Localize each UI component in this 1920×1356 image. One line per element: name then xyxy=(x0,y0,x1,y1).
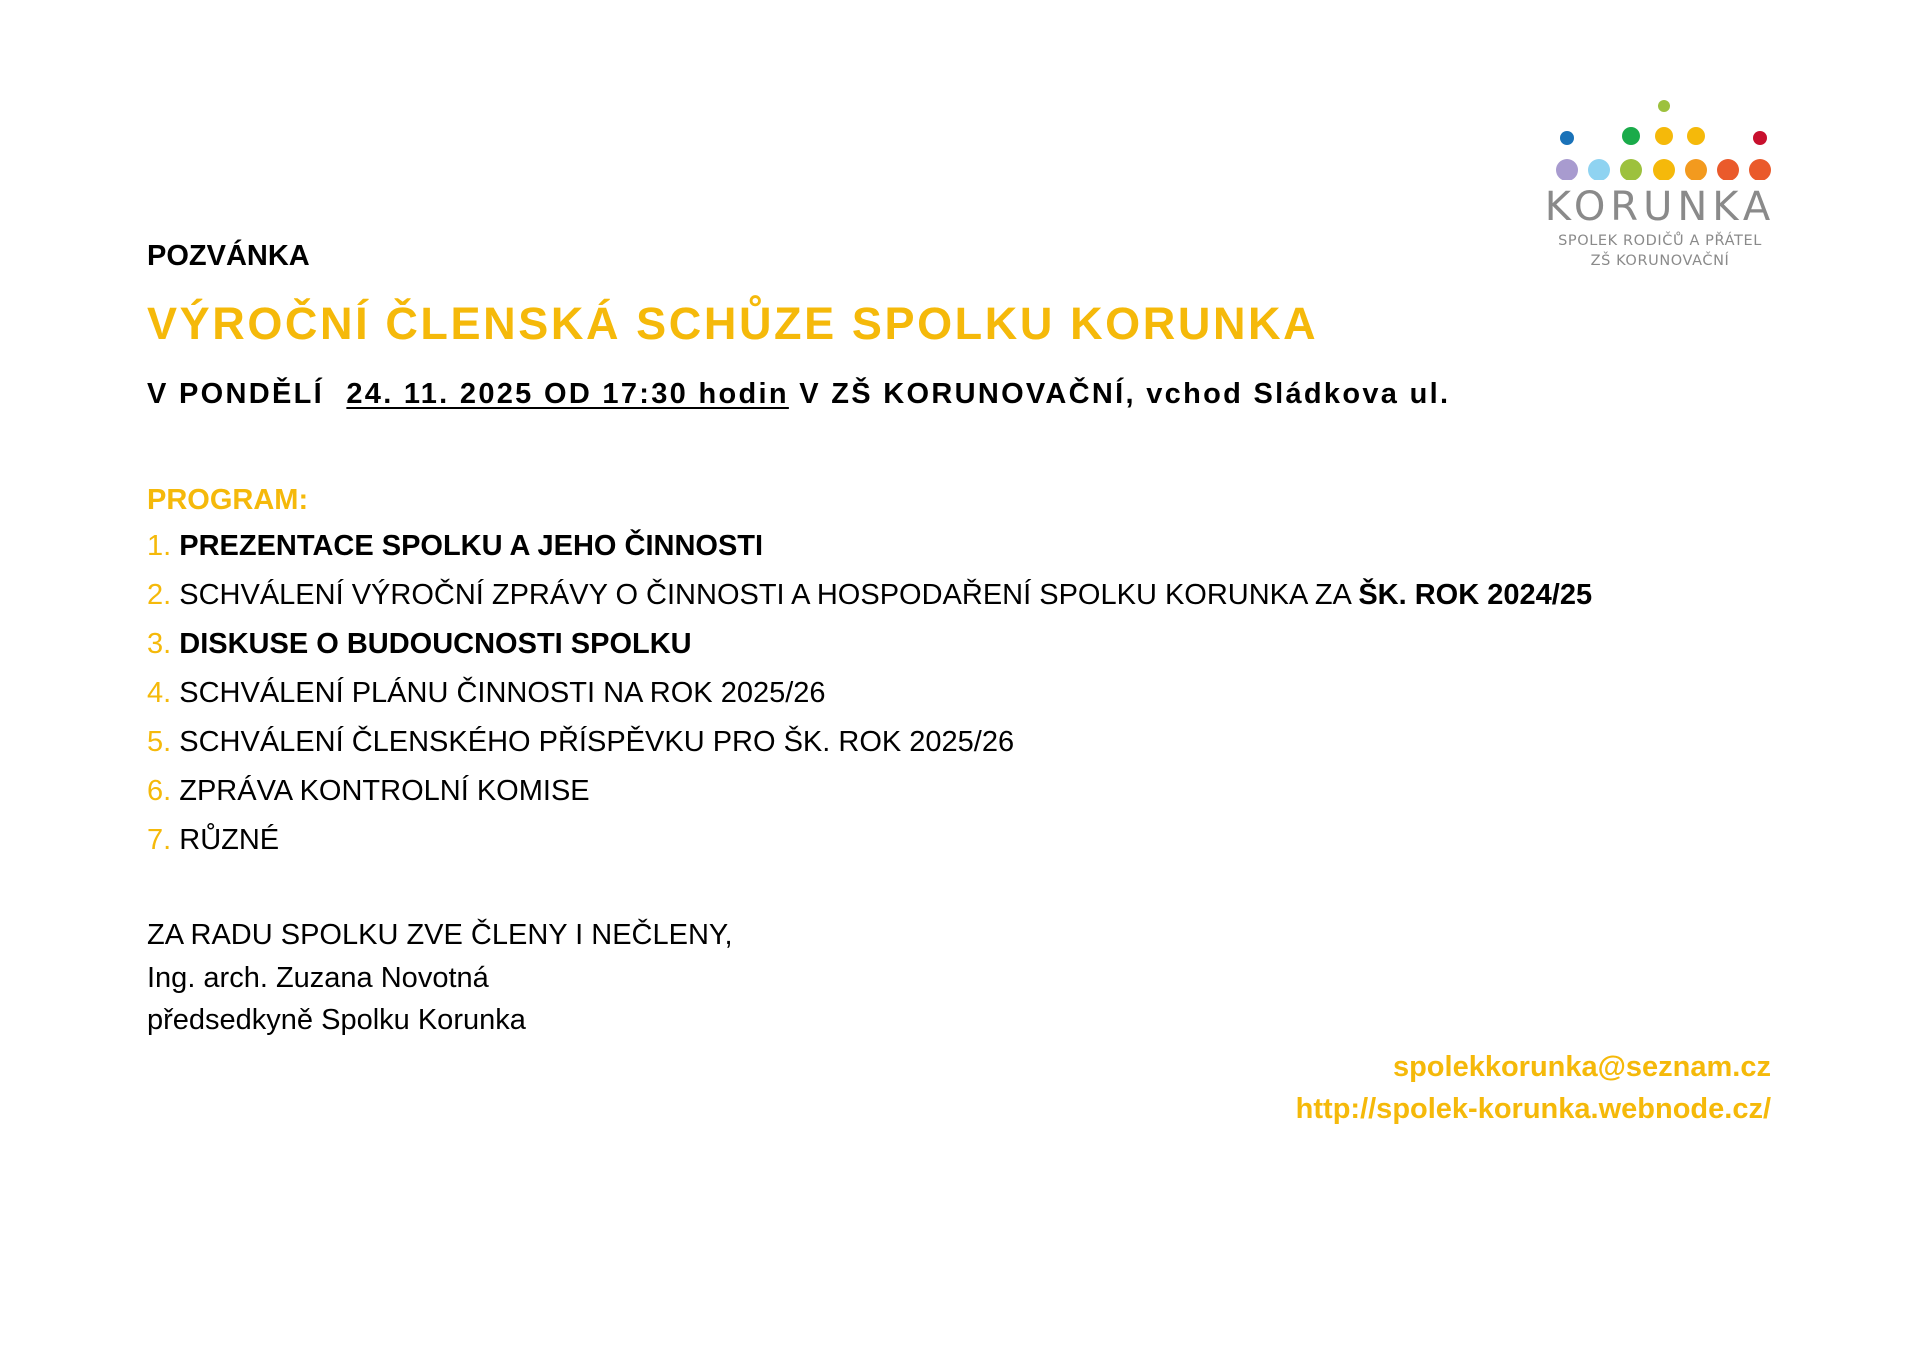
program-item-text: SCHVÁLENÍ VÝROČNÍ ZPRÁVY O ČINNOSTI A HOSPODAŘENÍ SPOLKU KORUNKA ZA xyxy=(179,579,1351,611)
program-item-number: 5. xyxy=(147,726,172,758)
program-item-text: SCHVÁLENÍ ČLENSKÉHO PŘÍSPĚVKU PRO ŠK. ROK 2025/26 xyxy=(179,726,1015,758)
meeting-date: 24. 11. 2025 OD 17:30 hodin xyxy=(346,378,789,410)
logo-dot xyxy=(1653,159,1675,180)
program-item-number: 2. xyxy=(147,579,172,611)
signature-role: předsedkyně Spolku Korunka xyxy=(147,1004,526,1036)
when-prefix: V PONDĚLÍ xyxy=(147,378,324,410)
program-item-text: PREZENTACE SPOLKU A JEHO ČINNOSTI xyxy=(179,530,764,562)
program-item xyxy=(147,530,1592,579)
program-item-text: SCHVÁLENÍ PLÁNU ČINNOSTI NA ROK 2025/26 xyxy=(179,677,826,709)
program-item-text: DISKUSE O BUDOUCNOSTI SPOLKU xyxy=(179,628,692,660)
program-item-number: 6. xyxy=(147,775,172,807)
program-item xyxy=(147,628,1592,677)
logo-dot xyxy=(1687,127,1705,145)
logo-dot xyxy=(1620,159,1642,180)
meeting-when xyxy=(147,378,1450,411)
program-item xyxy=(147,677,1592,726)
logo-dot xyxy=(1753,131,1767,145)
logo-dots-graphic xyxy=(1540,96,1780,180)
program-item-text: ZPRÁVA KONTROLNÍ KOMISE xyxy=(179,775,590,807)
program-item-bold-tail: ŠK. ROK 2024/25 xyxy=(1358,579,1593,611)
logo-subtitle-line2: ZŠ KORUNOVAČNÍ xyxy=(1590,253,1730,269)
logo-dot xyxy=(1655,127,1673,145)
signature-invite-line: ZA RADU SPOLKU ZVE ČLENY I NEČLENY, xyxy=(147,919,733,951)
contact-website[interactable]: http://spolek-korunka.webnode.cz/ xyxy=(1295,1093,1771,1125)
logo-dot xyxy=(1588,159,1610,180)
contacts-block xyxy=(1296,1046,1771,1130)
program-item-number: 7. xyxy=(147,824,172,856)
logo-dot xyxy=(1556,159,1578,180)
program-item xyxy=(147,579,1592,628)
program-list xyxy=(147,530,1592,873)
signature-block xyxy=(147,914,733,1042)
logo-dot xyxy=(1658,100,1670,112)
program-label: PROGRAM: xyxy=(147,484,309,516)
logo-wordmark: KORUNKA xyxy=(1544,184,1776,230)
korunka-logo xyxy=(1540,96,1780,276)
program-item-number: 4. xyxy=(147,677,172,709)
program-item-number: 1. xyxy=(147,530,172,562)
logo-dot xyxy=(1685,159,1707,180)
page-title: VÝROČNÍ ČLENSKÁ SCHŮZE SPOLKU KORUNKA xyxy=(147,298,1319,349)
signature-name: Ing. arch. Zuzana Novotná xyxy=(147,961,489,994)
program-item-text: RŮZNÉ xyxy=(179,824,280,856)
contact-email[interactable]: spolekkorunka@seznam.cz xyxy=(1392,1051,1771,1083)
logo-dot xyxy=(1717,159,1739,180)
program-item xyxy=(147,775,1592,824)
program-item-number: 3. xyxy=(147,628,172,660)
logo-subtitle-line1: SPOLEK RODIČŮ A PŘÁTEL xyxy=(1558,233,1762,249)
invite-label: POZVÁNKA xyxy=(147,240,310,272)
when-suffix: V ZŠ KORUNOVAČNÍ, vchod Sládkova ul. xyxy=(799,378,1451,410)
logo-dot xyxy=(1560,131,1574,145)
program-item xyxy=(147,824,1592,873)
program-item xyxy=(147,726,1592,775)
logo-dot xyxy=(1622,127,1640,145)
logo-dot xyxy=(1749,159,1771,180)
